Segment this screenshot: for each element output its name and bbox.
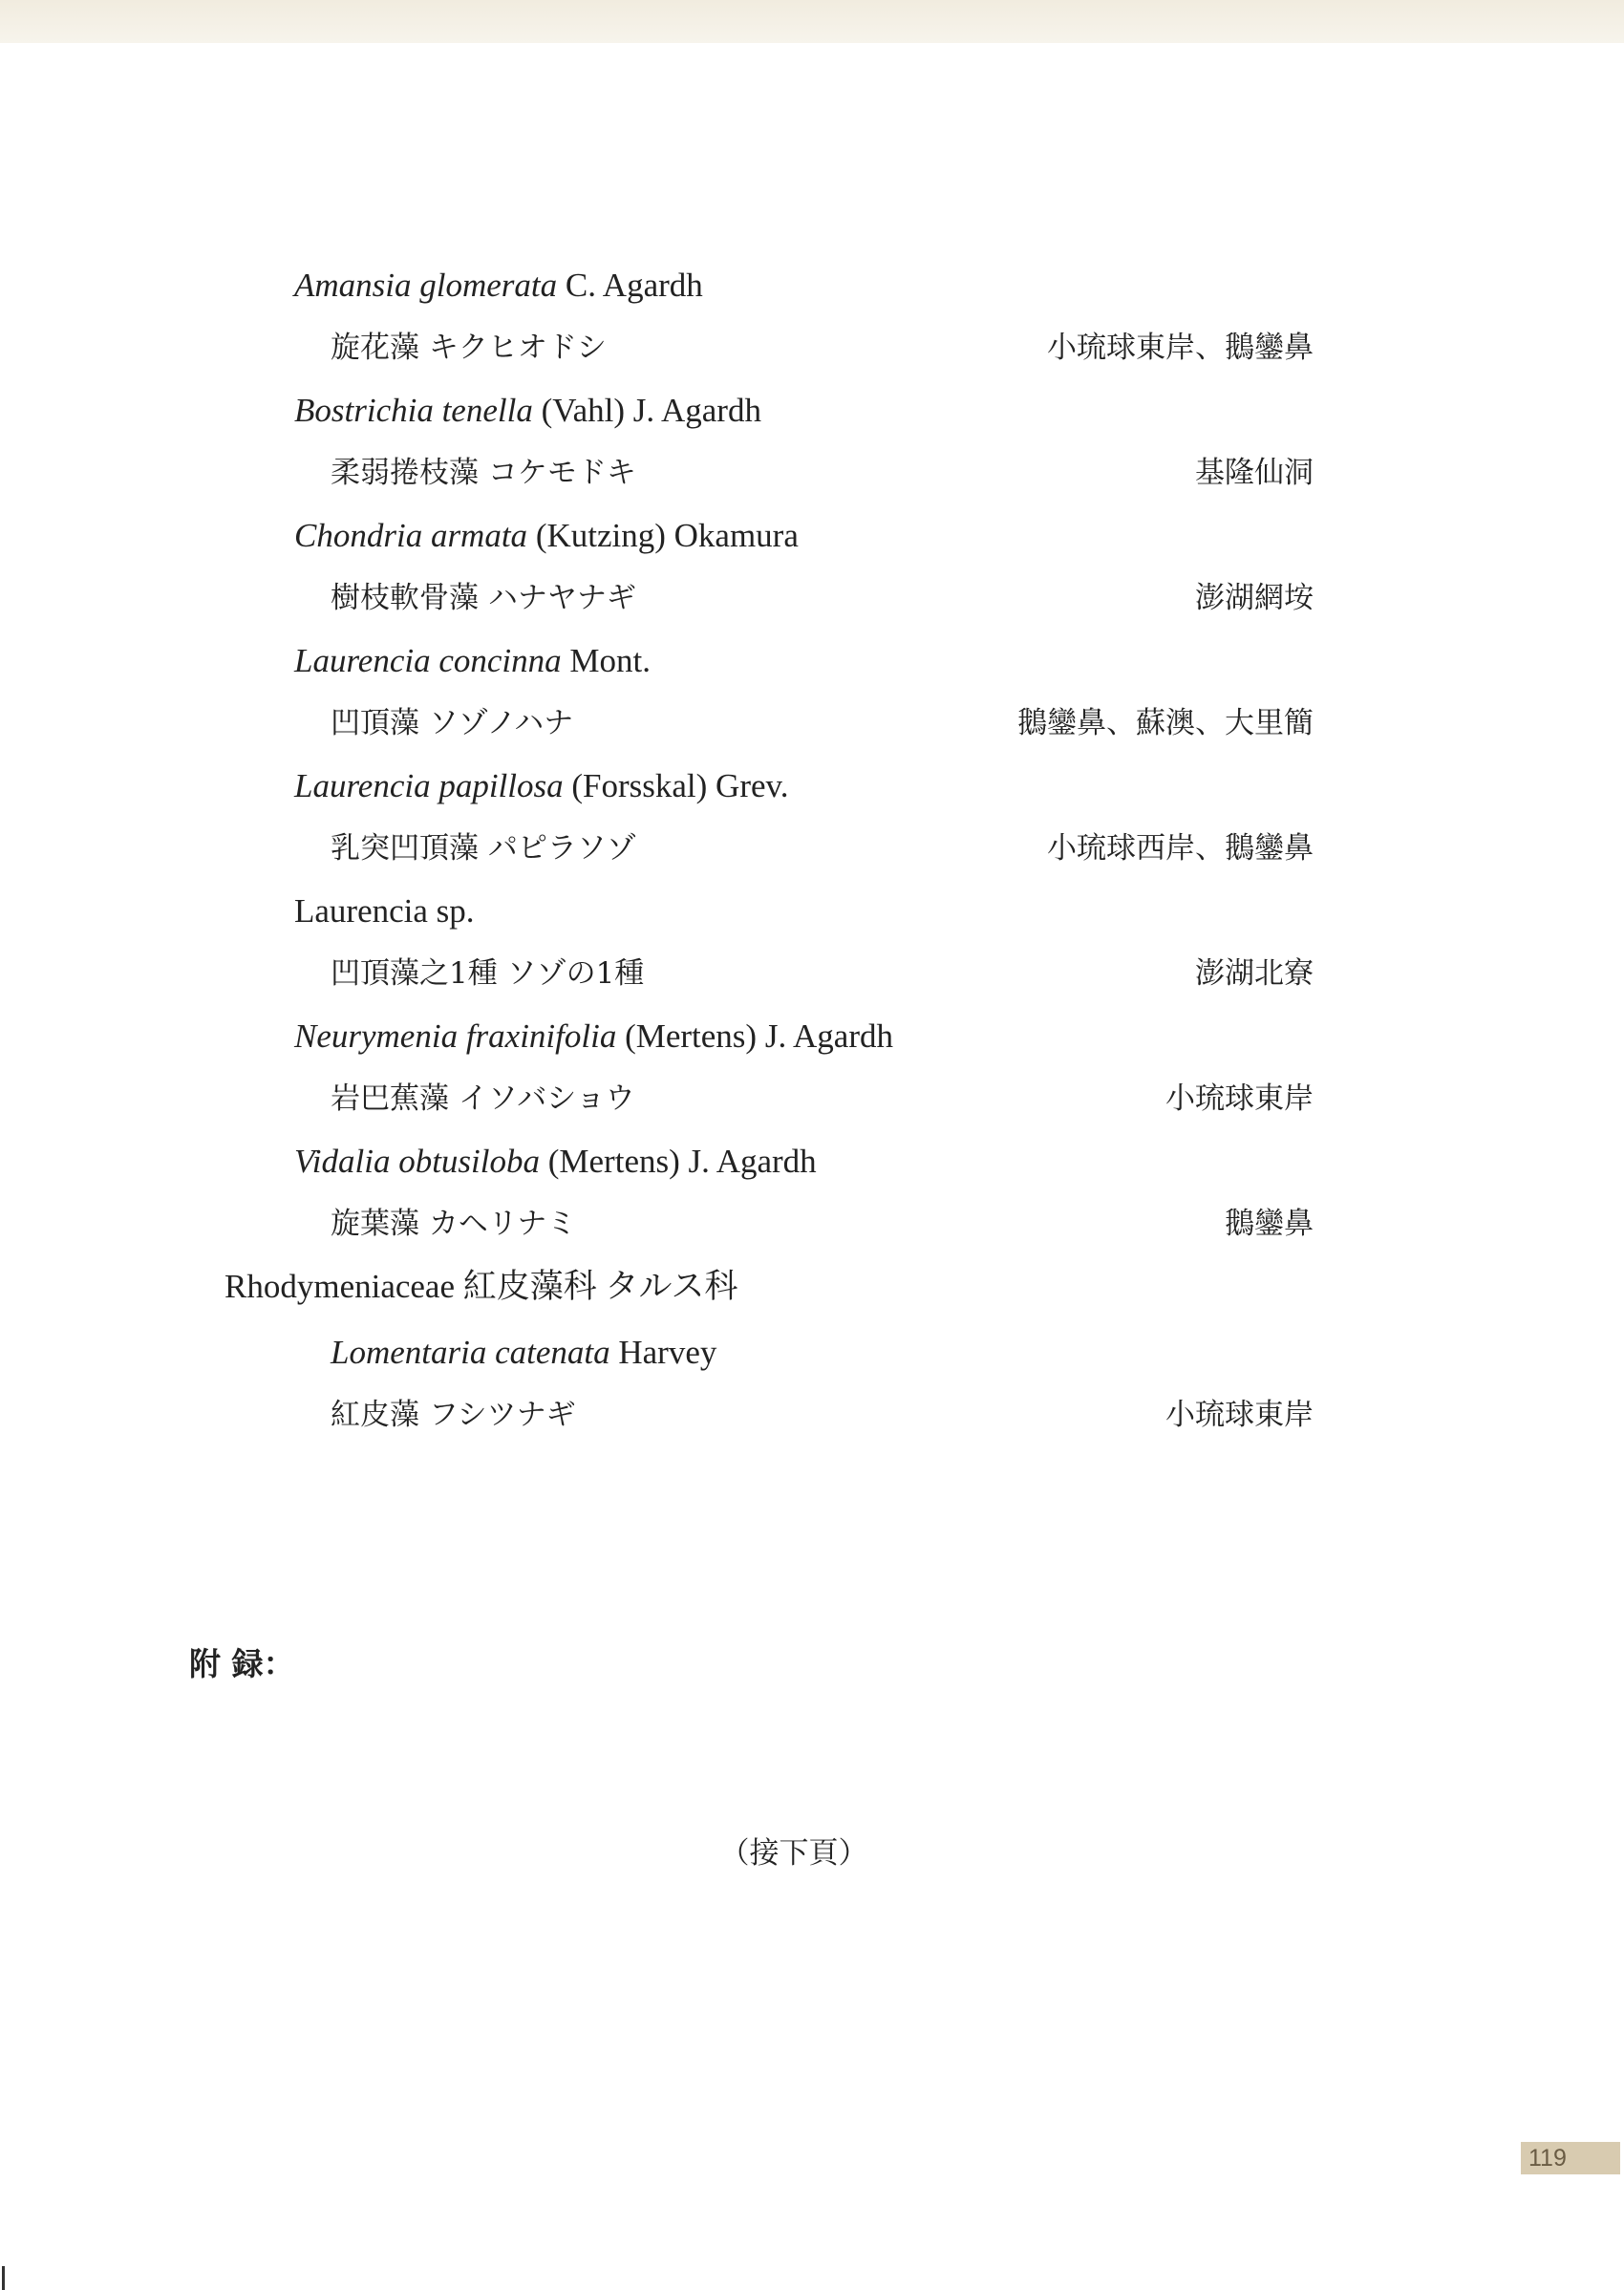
scientific-name: Laurencia papillosa (Forsskal) Grev. (294, 767, 789, 804)
scientific-name: Chondria armata (Kutzing) Okamura (294, 517, 799, 554)
common-name: 旋花藻 キクヒオドシ (331, 331, 607, 365)
common-name: 凹頂藻之1種 ソゾの1種 (331, 956, 645, 991)
scientific-name: Lomentaria catenata Harvey (331, 1334, 717, 1371)
location: 鵝鑾鼻、蘇澳、大里簡 (1017, 706, 1314, 740)
common-name: 旋葉藻 カヘリナミ (331, 1207, 577, 1241)
common-name: 岩巴蕉藻 イソバショウ (331, 1081, 635, 1116)
scientific-name: Vidalia obtusiloba (Mertens) J. Agardh (294, 1143, 817, 1180)
location: 小琉球西岸、鵝鑾鼻 (1047, 831, 1314, 866)
common-name: 凹頂藻 ソゾノハナ (331, 706, 574, 740)
common-name: 乳突凹頂藻 パピラソゾ (331, 831, 636, 866)
scientific-name: Amansia glomerata C. Agardh (294, 267, 703, 304)
location: 小琉球東岸 (1165, 1398, 1314, 1432)
scan-edge-mark (2, 2266, 5, 2290)
top-band (0, 0, 1624, 43)
family-heading: Rhodymeniaceae 紅皮藻科 タルス科 (224, 1268, 738, 1305)
page-number: 119 (1521, 2142, 1620, 2174)
common-name: 紅皮藻 フシツナギ (331, 1398, 576, 1432)
scientific-name: Neurymenia fraxinifolia (Mertens) J. Agardh (294, 1017, 893, 1055)
location: 鵝鑾鼻 (1225, 1207, 1314, 1241)
location: 小琉球東岸 (1165, 1081, 1314, 1116)
scientific-name: Laurencia sp. (294, 892, 475, 930)
common-name: 柔弱捲枝藻 コケモドキ (331, 456, 636, 490)
scientific-name: Laurencia concinna Mont. (294, 642, 651, 679)
location: 小琉球東岸、鵝鑾鼻 (1047, 331, 1314, 365)
scientific-name: Bostrichia tenella (Vahl) J. Agardh (294, 392, 761, 429)
common-name: 樹枝軟骨藻 ハナヤナギ (331, 581, 636, 615)
continued-note: （接下頁） (719, 1836, 868, 1871)
location: 澎湖北寮 (1195, 956, 1314, 991)
location: 基隆仙洞 (1195, 456, 1314, 490)
appendix-heading: 附 録： (189, 1645, 295, 1682)
location: 澎湖網垵 (1195, 581, 1314, 615)
